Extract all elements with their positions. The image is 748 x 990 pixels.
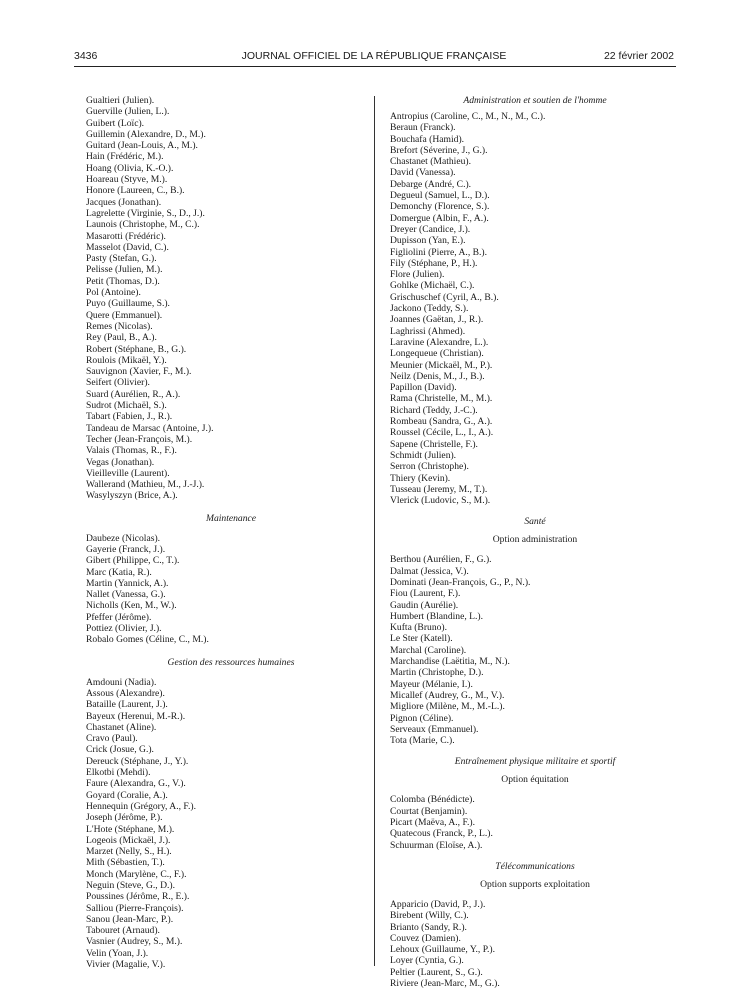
list-item: Laghrissi (Ahmed). — [390, 325, 466, 337]
list-item: Gaudin (Aurélie). — [390, 599, 459, 611]
list-item: Serveaux (Emmanuel). — [390, 723, 479, 735]
list-item: Degueul (Samuel, L., D.). — [390, 190, 490, 202]
list-item: Sanou (Jean-Marc, P.). — [86, 913, 174, 925]
list-item: Vasnier (Audrey, S., M.). — [86, 936, 183, 948]
list-item: Grischuschef (Cyril, A., B.). — [390, 291, 499, 303]
list-item: Serron (Christophe). — [390, 461, 469, 473]
section-heading-rh: Gestion des ressources humaines — [167, 656, 295, 668]
list-item: Micallef (Audrey, G., M., V.). — [390, 689, 505, 701]
name-list — [86, 533, 358, 646]
list-item: Roussel (Cécile, L., I., A.). — [390, 427, 494, 439]
page-number: 3436 — [74, 50, 98, 62]
list-item: Flore (Julien). — [390, 269, 445, 281]
list-item: Vieilleville (Laurent). — [86, 467, 170, 479]
list-item: Rama (Christelle, M., M.). — [390, 393, 493, 405]
list-item: Hoang (Olivia, K.-O.). — [86, 162, 174, 174]
list-item: Robert (Stéphane, B., G.). — [86, 343, 187, 355]
list-item: Martin (Christophe, D.). — [390, 667, 484, 679]
list-item: Masarotti (Frédéric). — [86, 230, 166, 242]
list-item: Riviere (Jean-Marc, M., G.). — [390, 978, 500, 989]
list-item: Peltier (Laurent, S., G.). — [390, 966, 483, 978]
list-item: Chastanet (Mathieu). — [390, 156, 471, 168]
right-column — [390, 95, 662, 989]
list-item: Sauvignon (Xavier, F., M.). — [86, 366, 192, 378]
list-item: Dereuck (Stéphane, J., Y.). — [86, 755, 189, 767]
list-item: Masselot (David, C.). — [86, 241, 169, 253]
list-item: Jacques (Jonathan). — [86, 196, 162, 208]
list-item: Couvez (Damien). — [390, 932, 461, 944]
list-item: Pasty (Stefan, G.). — [86, 253, 157, 265]
list-item: Quatecous (Franck, P., L.). — [390, 828, 493, 840]
list-item: Beraun (Franck). — [390, 122, 456, 134]
list-item: Launois (Christophe, M., C.). — [86, 219, 200, 231]
list-item: Mayeur (Mélanie, I.). — [390, 678, 473, 690]
list-item: Loyer (Cyntia, G.). — [390, 955, 464, 967]
list-item: Assous (Alexandre). — [86, 687, 165, 699]
list-item: Laravine (Alexandre, L.). — [390, 336, 489, 348]
list-item: Hennequin (Grégory, A., F.). — [86, 800, 196, 812]
list-item: Bataille (Laurent, J.). — [86, 699, 168, 711]
list-item: Le Ster (Katell). — [390, 633, 453, 645]
list-item: Poussines (Jérôme, R., E.). — [86, 891, 190, 903]
list-item: Neilz (Denis, M., J., B.). — [390, 370, 485, 382]
list-item: Marchandise (Laëtitia, M., N.). — [390, 656, 510, 668]
journal-title: JOURNAL OFFICIEL DE LA RÉPUBLIQUE FRANÇAISE — [241, 50, 507, 62]
list-item: Domergue (Albin, F., A.). — [390, 212, 489, 224]
list-item: Mith (Sébastien, T.). — [86, 857, 165, 869]
list-item: Chastanet (Aline). — [86, 721, 157, 733]
list-item: Demonchy (Florence, S.). — [390, 201, 490, 213]
name-list — [86, 677, 358, 971]
list-item: Richard (Teddy, J.-C.). — [390, 404, 478, 416]
list-item: Meunier (Mickaël, M., P.). — [390, 359, 493, 371]
list-item: Salliou (Pierre-François). — [86, 902, 184, 914]
name-list — [390, 794, 662, 850]
list-item: Fily (Stéphane, P., H.). — [390, 257, 478, 269]
list-item: Robalo Gomes (Céline, C., M.). — [86, 634, 209, 646]
list-item: Techer (Jean-François, M.). — [86, 433, 193, 445]
list-item: Gualtieri (Julien). — [86, 95, 155, 106]
list-item: Pignon (Céline). — [390, 712, 454, 724]
section-heading-sante: Santé — [524, 516, 546, 528]
list-item: Lagrelette (Virginie, S., D., J.). — [86, 207, 205, 219]
list-item: Elkotbi (Mehdi). — [86, 767, 151, 779]
name-list — [390, 554, 662, 746]
page-header — [74, 50, 674, 64]
list-item: Nallet (Vanessa, G.). — [86, 589, 166, 601]
list-item: Tota (Marie, C.). — [390, 735, 455, 747]
list-item: Petit (Thomas, D.). — [86, 275, 160, 287]
name-list — [86, 95, 358, 502]
list-item: Papillon (David). — [390, 382, 457, 394]
list-item: Daubeze (Nicolas). — [86, 532, 161, 544]
list-item: Remes (Nicolas). — [86, 320, 153, 332]
list-item: Kufta (Bruno). — [390, 622, 448, 634]
list-item: Tabouret (Arnaud). — [86, 925, 160, 937]
list-item: Fiou (Laurent, F.). — [390, 588, 461, 600]
list-item: Brefort (Séverine, J., G.). — [390, 144, 488, 156]
list-item: Bayeux (Herenui, M.-R.). — [86, 710, 186, 722]
list-item: Migliore (Milène, M., M.-L.). — [390, 701, 505, 713]
list-item: Longequeue (Christian). — [390, 348, 484, 360]
list-item: Pol (Antoine). — [86, 287, 141, 299]
list-item: Gibert (Philippe, C., T.). — [86, 555, 180, 567]
list-item: Tabart (Fabien, J., R.). — [86, 411, 173, 423]
list-item: Tandeau de Marsac (Antoine, J.). — [86, 422, 214, 434]
list-item: Velin (Yoan, J.). — [86, 947, 149, 959]
list-item: Joannes (Gaëtan, J., R.). — [390, 314, 484, 326]
list-item: Dupisson (Yan, E.). — [390, 235, 466, 247]
list-item: Antropius (Caroline, C., M., N., M., C.). — [390, 111, 546, 122]
list-item: Vegas (Jonathan). — [86, 456, 155, 468]
section-heading-maintenance: Maintenance — [205, 512, 257, 524]
list-item: Tusseau (Jeremy, M., T.). — [390, 483, 488, 495]
list-item: Seifert (Olivier). — [86, 377, 150, 389]
list-item: Roulois (Mikaël, Y.). — [86, 354, 167, 366]
list-item: Rombeau (Sandra, G., A.). — [390, 416, 493, 428]
list-item: Dalmat (Jessica, V.). — [390, 565, 469, 577]
name-list — [390, 111, 662, 506]
issue-date: 22 février 2002 — [603, 50, 674, 62]
list-item: Logeois (Mickaël, J.). — [86, 834, 171, 846]
section-heading-administration: Administration et soutien de l'homme — [463, 95, 607, 106]
left-column — [86, 95, 358, 970]
list-item: Quere (Emmanuel). — [86, 309, 163, 321]
list-item: Apparicio (David, P., J.). — [390, 898, 486, 910]
list-item: Joseph (Jérôme, P.). — [86, 812, 163, 824]
list-item: Puyo (Guillaume, S.). — [86, 298, 170, 310]
list-item: Debarge (André, C.). — [390, 178, 472, 190]
list-item: Valais (Thomas, R., F.). — [86, 445, 177, 457]
list-item: Martin (Yannick, A.). — [86, 577, 169, 589]
list-item: Cravo (Paul). — [86, 733, 138, 745]
list-item: Berthou (Aurélien, F., G.). — [390, 554, 492, 566]
list-item: Crick (Josue, G.). — [86, 744, 154, 756]
list-item: Nicholls (Ken, M., W.). — [86, 600, 177, 612]
list-item: Neguin (Steve, G., D.). — [86, 880, 175, 891]
list-item: Guerville (Julien, L.). — [86, 106, 170, 118]
list-item: Lehoux (Guillaume, Y., P.). — [390, 944, 495, 956]
list-item: Faure (Alexandra, G., V.). — [86, 778, 186, 790]
list-item: Hoareau (Styve, M.). — [86, 174, 168, 186]
list-item: Dreyer (Candice, J.). — [390, 223, 471, 235]
list-item: Bouchafa (Hamid). — [390, 133, 465, 145]
list-item: Marchal (Caroline). — [390, 644, 467, 656]
list-item: Thiery (Kevin). — [390, 472, 451, 484]
list-item: Pottiez (Olivier, J.). — [86, 623, 162, 635]
list-item: Rey (Paul, B., A.). — [86, 332, 157, 344]
list-item: Schuurman (Eloïse, A.). — [390, 839, 483, 851]
list-item: Courtat (Benjamin). — [390, 805, 468, 817]
list-item: Brianto (Sandy, R.). — [390, 921, 467, 933]
list-item: Vlerick (Ludovic, S., M.). — [390, 495, 491, 507]
list-item: David (Vanessa). — [390, 167, 456, 179]
list-item: Marzet (Nelly, S., H.). — [86, 846, 172, 858]
list-item: Pelisse (Julien, M.). — [86, 264, 163, 276]
name-list — [390, 899, 662, 989]
list-item: Birebent (Willy, C.). — [390, 910, 469, 922]
list-item: Figliolini (Pierre, A., B.). — [390, 246, 488, 258]
list-item: Vivier (Magalie, V.). — [86, 959, 166, 971]
list-item: Suard (Aurélien, R., A.). — [86, 388, 181, 400]
list-item: Honore (Laureen, C., B.). — [86, 185, 185, 197]
list-item: Monch (Marylène, C., F.). — [86, 868, 187, 880]
list-item: Hain (Frédéric, M.). — [86, 151, 164, 163]
list-item: Marc (Katia, R.). — [86, 566, 152, 578]
list-item: Pfeffer (Jérôme). — [86, 611, 152, 623]
list-item: Schmidt (Julien). — [390, 449, 457, 461]
section-heading-sport: Entraînement physique militaire et sportif — [454, 756, 616, 768]
list-item: Wasylyszyn (Brice, A.). — [86, 490, 178, 502]
section-heading-telecom: Télécommunications — [495, 860, 575, 872]
list-item: Colomba (Bénédicte). — [390, 794, 475, 806]
list-item: Jackono (Teddy, S.). — [390, 303, 469, 315]
column-divider — [374, 96, 375, 966]
list-item: L'Hote (Stéphane, M.). — [86, 823, 175, 835]
list-item: Wallerand (Mathieu, M., J.-J.). — [86, 479, 205, 491]
list-item: Amdouni (Nadia). — [86, 676, 157, 688]
list-item: Gayerie (Franck, J.). — [86, 543, 166, 555]
list-item: Humbert (Blandine, L.). — [390, 610, 483, 622]
option-heading-telecom: Option supports exploitation — [480, 878, 590, 890]
list-item: Sudrot (Michaël, S.). — [86, 400, 167, 412]
list-item: Picart (Maëva, A., F.). — [390, 817, 476, 829]
list-item: Guibert (Loïc). — [86, 117, 145, 129]
list-item: Guitard (Jean-Louis, A., M.). — [86, 140, 198, 152]
list-item: Dominati (Jean-François, G., P., N.). — [390, 576, 531, 588]
option-heading-sport: Option équitation — [501, 774, 569, 786]
list-item: Guillemin (Alexandre, D., M.). — [86, 128, 206, 140]
list-item: Gohlke (Michaël, C.). — [390, 280, 475, 292]
list-item: Goyard (Coralie, A.). — [86, 789, 168, 801]
header-rule — [74, 66, 676, 67]
list-item: Sapene (Christelle, F.). — [390, 438, 478, 450]
option-heading-sante: Option administration — [492, 534, 578, 546]
